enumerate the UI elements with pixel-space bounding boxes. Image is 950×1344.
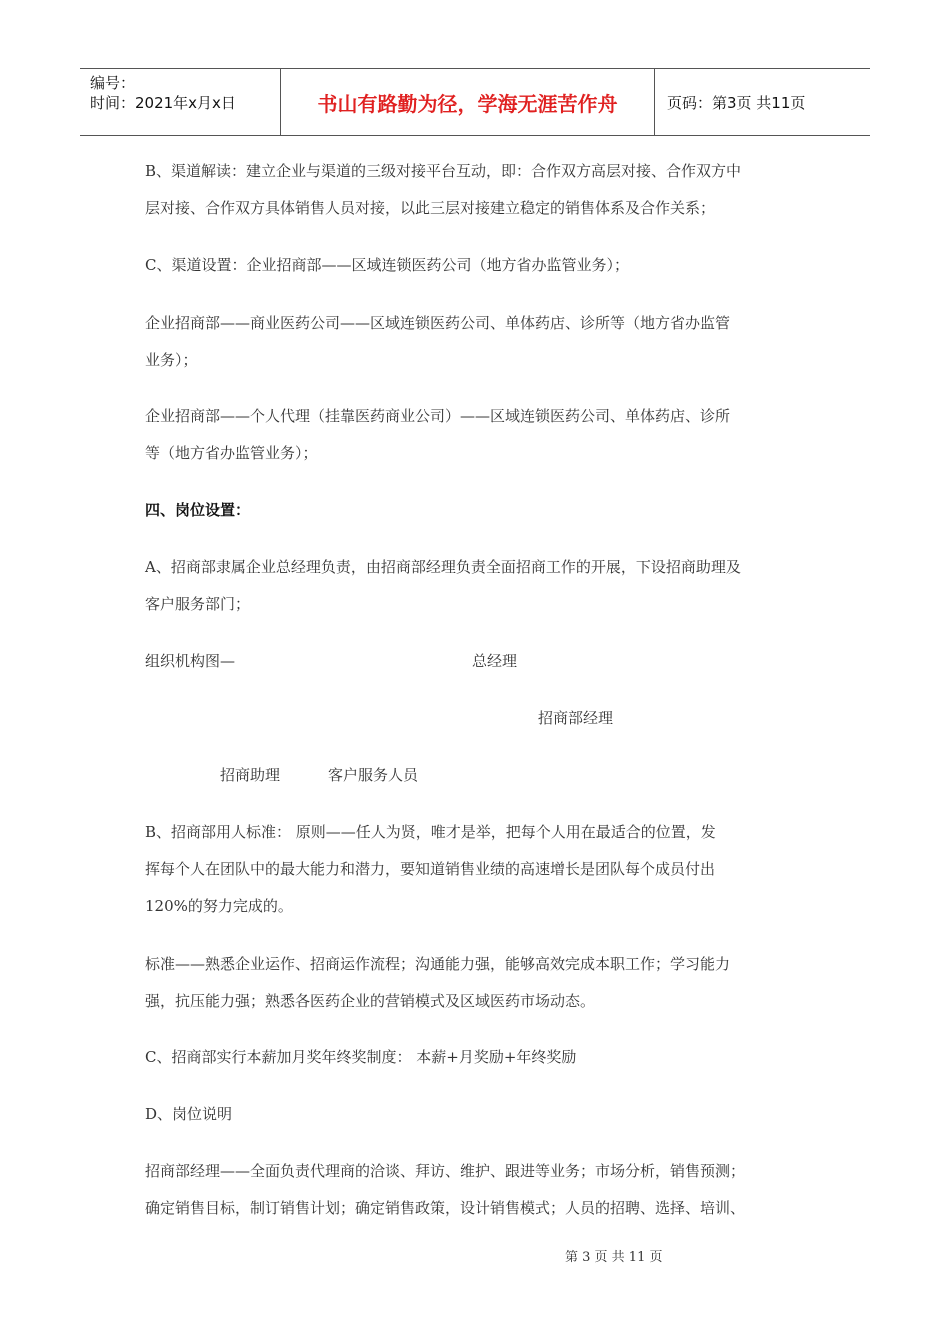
paragraph-line: 等（地方省办监管业务）； — [145, 444, 318, 462]
paragraph-line: D、岗位说明 — [145, 1105, 233, 1123]
paragraph-line: B、招商部用人标准： 原则——任人为贤，唯才是举，把每个人用在最适合的位置，发 — [145, 823, 716, 841]
document-number-label: 编号： — [90, 74, 136, 92]
paragraph-line: 层对接、合作双方具体销售人员对接，以此三层对接建立稳定的销售体系及合作关系； — [145, 199, 716, 217]
org-chart-label: 组织机构图— — [145, 652, 236, 670]
document-date: 时间：2021年x月x日 — [90, 94, 236, 112]
header-page-info: 页码：第3页 共11页 — [667, 93, 806, 112]
paragraph-line: 企业招商部——商业医药公司——区域连锁医药公司、单体药店、诊所等（地方省办监管 — [145, 314, 731, 332]
paragraph-line: 挥每个人在团队中的最大能力和潜力，要知道销售业绩的高速增长是团队每个成员付出 — [145, 860, 716, 878]
paragraph-line: 确定销售目标，制订销售计划；确定销售政策，设计销售模式；人员的招聘、选择、培训、 — [145, 1199, 746, 1217]
org-chart-assistant: 招商助理 — [220, 766, 281, 784]
page-header — [80, 68, 870, 136]
org-chart-customer-service: 客户服务人员 — [328, 766, 419, 784]
paragraph-line: 企业招商部——个人代理（挂靠医药商业公司）——区域连锁医药公司、单体药店、诊所 — [145, 407, 731, 425]
paragraph-line: C、招商部实行本薪加月奖年终奖制度： 本薪+月奖励+年终奖励 — [145, 1048, 577, 1066]
footer-page-number: 第 3 页 共 11 页 — [565, 1250, 663, 1265]
header-meta — [80, 69, 281, 135]
paragraph-line: A、招商部隶属企业总经理负责，由招商部经理负责全面招商工作的开展，下设招商助理及 — [145, 558, 741, 576]
section-heading: 四、岗位设置： — [145, 501, 251, 519]
paragraph-line: 标准——熟悉企业运作、招商运作流程；沟通能力强，能够高效完成本职工作；学习能力 — [145, 955, 731, 973]
paragraph-line: 招商部经理——全面负责代理商的洽谈、拜访、维护、跟进等业务；市场分析，销售预测； — [145, 1162, 746, 1180]
paragraph-line: C、渠道设置：企业招商部——区域连锁医药公司（地方省办监管业务）； — [145, 256, 629, 274]
paragraph-line: 120%的努力完成的。 — [145, 897, 293, 915]
org-chart-general-manager: 总经理 — [472, 652, 518, 670]
paragraph-line: B、渠道解读：建立企业与渠道的三级对接平台互动，即：合作双方高层对接、合作双方中 — [145, 162, 742, 180]
org-chart-investment-manager: 招商部经理 — [538, 709, 614, 727]
paragraph-line: 业务）； — [145, 351, 198, 369]
paragraph-line: 客户服务部门； — [145, 595, 251, 613]
header-motto: 书山有路勤为径，学海无涯苦作舟 — [281, 69, 655, 135]
paragraph-line: 强，抗压能力强；熟悉各医药企业的营销模式及区域医药市场动态。 — [145, 992, 596, 1010]
